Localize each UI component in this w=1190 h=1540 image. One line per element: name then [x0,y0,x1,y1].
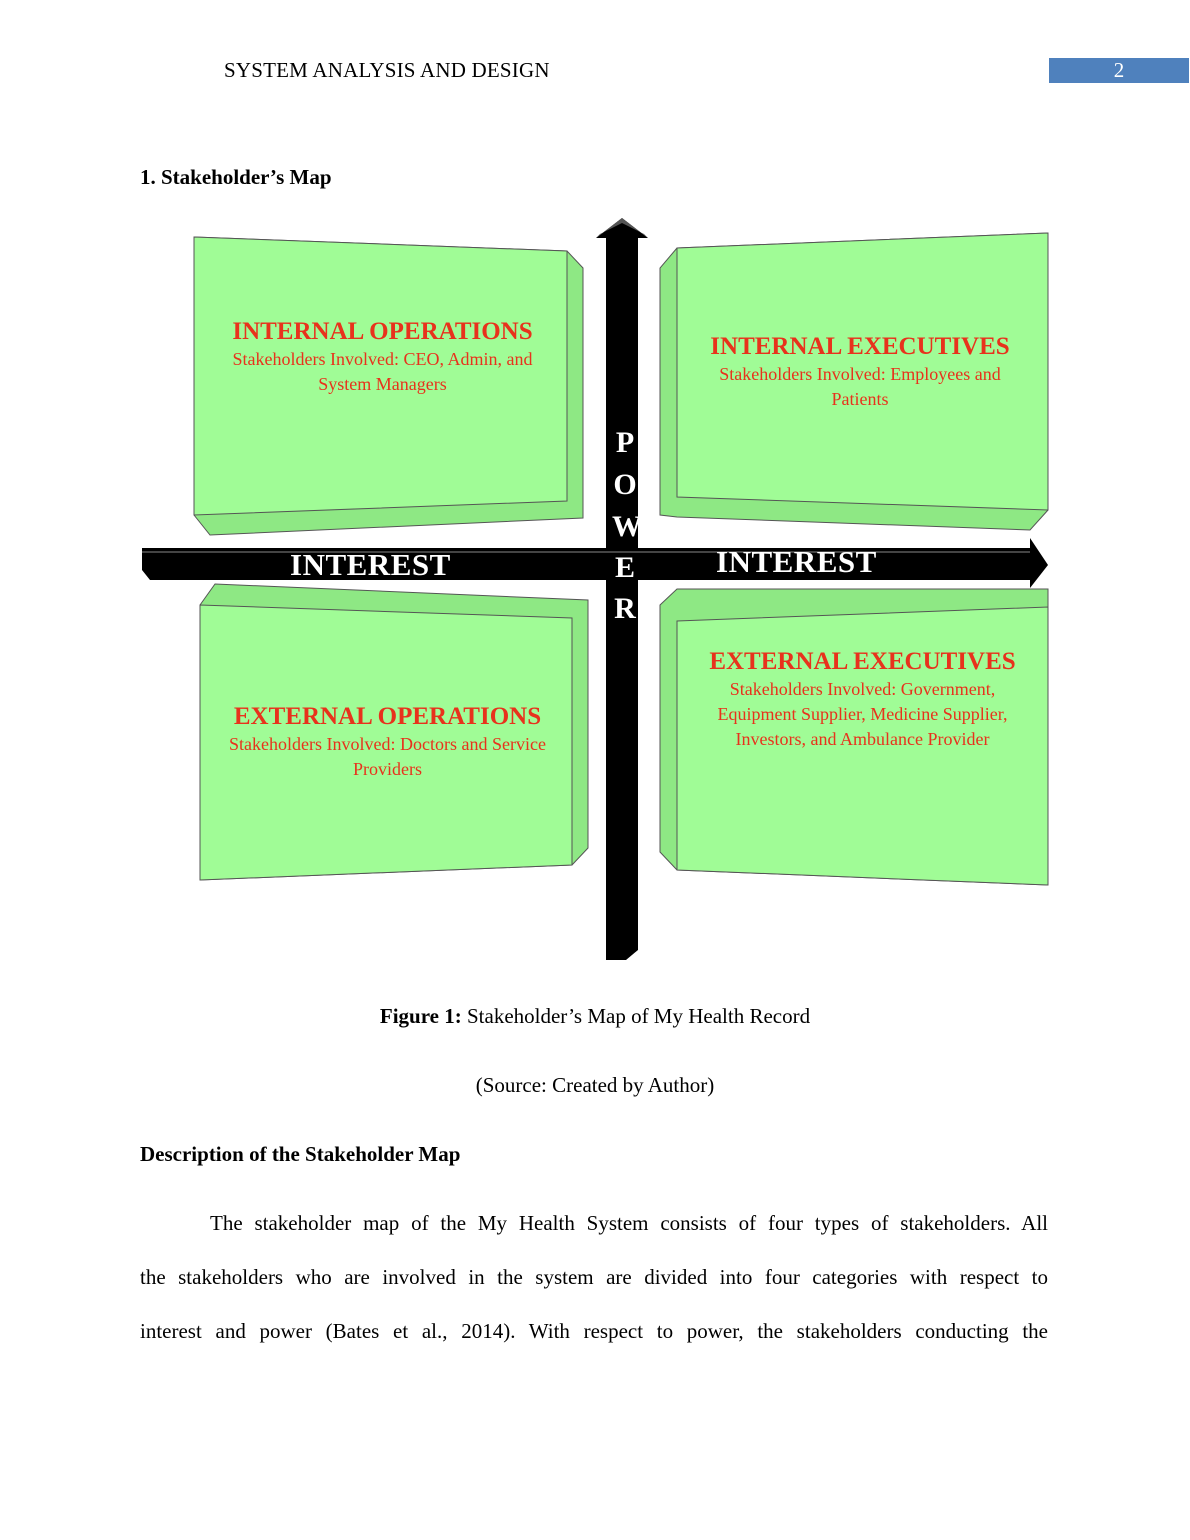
page-number: 2 [1113,58,1125,82]
quadrant-subtitle: Stakeholders Involved: Doctors and Service Providers [229,734,546,779]
quadrant-subtitle: Stakeholders Involved: Government, Equipment Supplier, Medicine Supplier, Investors, and Ambulance Provider [717,679,1008,749]
quadrant-title: INTERNAL EXECUTIVES [710,333,1010,360]
quadrant-title: EXTERNAL EXECUTIVES [709,648,1016,675]
power-letter: W [612,510,642,543]
interest-axis-arrow [142,538,1048,588]
figure-source: (Source: Created by Author) [475,1073,715,1097]
quadrant-external-operations [205,702,570,782]
quadrant-subtitle: Stakeholders Involved: Employees and Patients [719,364,1001,409]
quadrant-title: INTERNAL OPERATIONS [232,318,533,345]
description-heading: Description of the Stakeholder Map [140,1142,461,1166]
quadrant-title: EXTERNAL OPERATIONS [233,703,542,730]
power-letter: O [613,468,637,501]
body-line: the stakeholders who are involved in the system are divided into four categories with respect to [140,1265,1048,1289]
quadrant-external-executives [690,647,1035,752]
quadrant-internal-executives [690,332,1030,412]
quadrant-internal-operations [205,317,560,397]
power-letter: P [615,426,635,459]
power-letter: E [614,551,635,584]
figure-caption [0,1004,1190,1029]
power-axis-arrow [596,218,648,960]
figure-caption-label: Figure 1: [379,1004,462,1028]
interest-label-left: INTEREST [290,547,451,582]
running-head-title: SYSTEM ANALYSIS AND DESIGN [224,58,550,82]
section-heading: 1. Stakeholder’s Map [140,165,332,189]
quadrant-subtitle: Stakeholders Involved: CEO, Admin, and System Managers [232,349,533,394]
body-line: interest and power (Bates et al., 2014). With respect to power, the stakeholders conducting the [140,1319,1048,1343]
interest-label-right: INTEREST [716,544,877,579]
body-line: The stakeholder map of the My Health System consists of four types of stakeholders. All [210,1211,1048,1235]
figure-caption-text: Stakeholder’s Map of My Health Record [461,1004,811,1028]
power-letter: R [614,592,636,625]
